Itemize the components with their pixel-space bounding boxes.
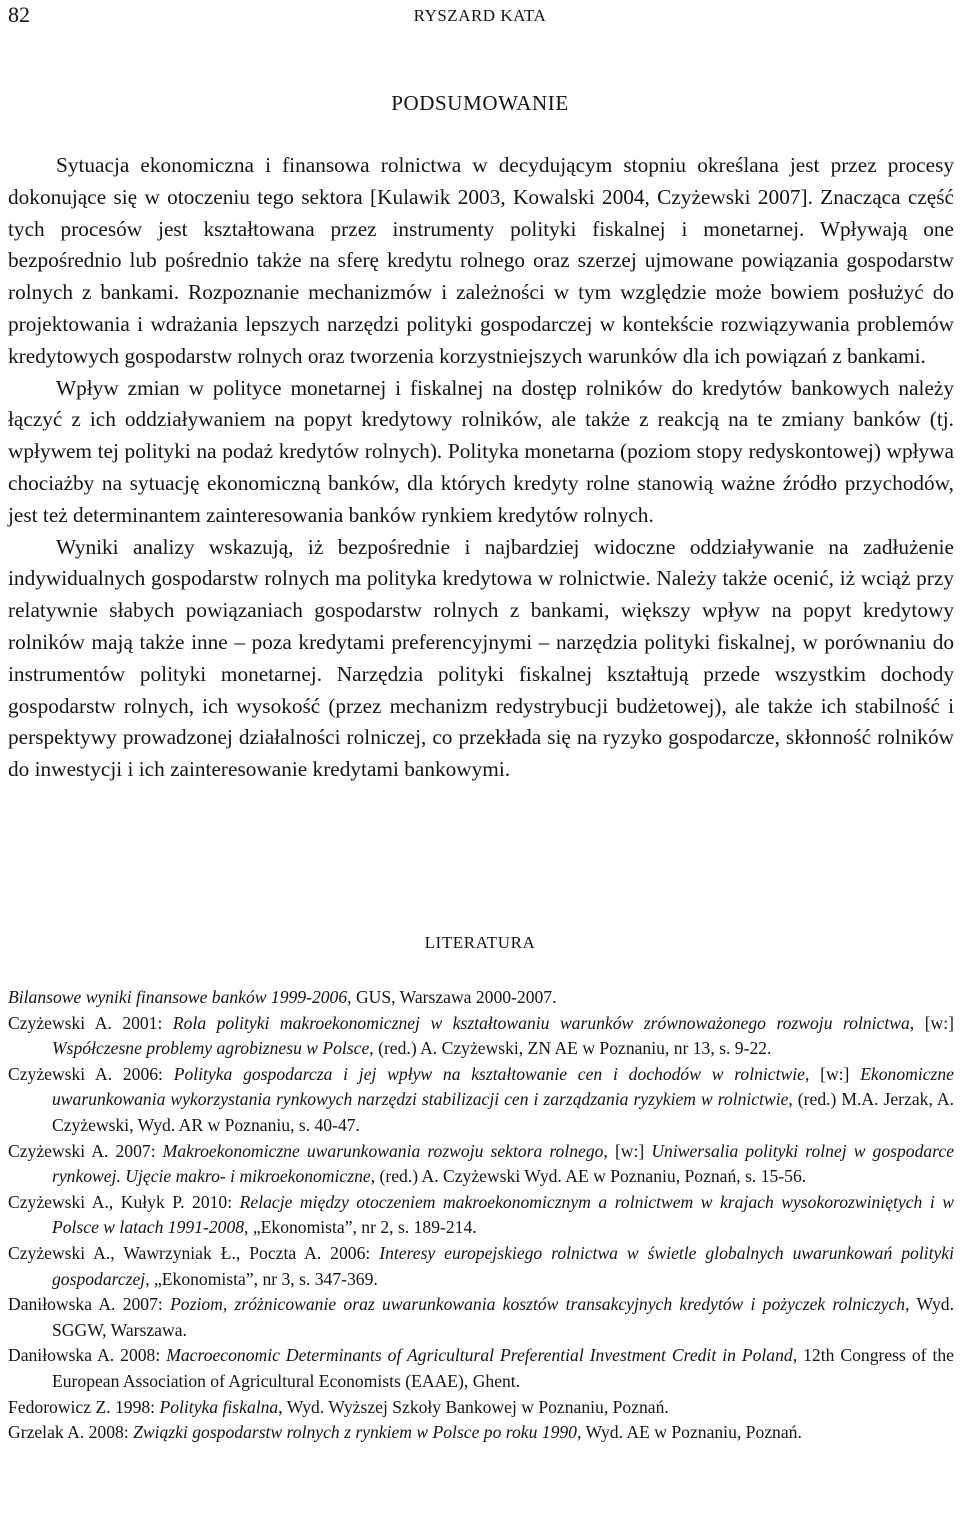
summary-body [8,150,954,786]
reference-details: , „Ekonomista”, nr 2, s. 189-214. [244,1217,477,1238]
reference-source-title: Uniwersalia polityki rolnej w gospodarce rynkowej. Ujęcie makro- i mikroekonomiczne [52,1140,954,1187]
reference-details: , [w:] [603,1140,652,1161]
reference-title: Bilansowe wyniki finansowe banków 1999-2006 [8,987,348,1007]
reference-details: , 12th Congress of the European Association of Agricultural Economists (EAAE), Ghent. [52,1345,954,1391]
summary-heading: PODSUMOWANIE [391,91,569,115]
reference-title: Rola polityki makroekonomicznej w kształtowaniu warunków zrównoważonego rozwoju rolnictwa [172,1012,910,1033]
reference-item [8,1420,954,1446]
reference-details: , (red.) A. Czyżewski, ZN AE w Poznaniu, nr 13, s. 9-22. [369,1038,772,1059]
reference-item [8,1190,954,1241]
reference-item [8,985,954,1011]
reference-item [8,1395,954,1421]
reference-details: , Wyd. AE w Poznaniu, Poznań. [576,1422,802,1443]
reference-item [8,1011,954,1062]
summary-paragraph: Sytuacja ekonomiczna i finansowa rolnictwa w decydującym stopniu określana jest przez procesy dokonujące się w otoczeniu tego sektora [Kulawik 2003, Kowalski 2004, Czyżewski 2007]. Znacząca część tych procesów jest kształtowana przez instrumenty polityki fiskalnej i monetarnej. Wpływają one bezpośrednio lub pośrednio także na sferę kredytu rolnego oraz szerzej ujmowane powiązania gospodarstw rolnych z bankami. Rozpoznanie mechanizmów i zależności w tym względzie może bowiem posłużyć do projektowania i wdrażania lepszych narzędzi polityki gospodarczej w kontekście rozwiązywania problemów kredytowych gospodarstw rolnych oraz tworzenia korzystniejszych warunków dla ich powiązań z bankami. [8,153,954,368]
reference-title: Makroekonomiczne uwarunkowania rozwoju sektora rolnego [162,1140,604,1161]
reference-details: , „Ekonomista”, nr 3, s. 347-369. [145,1268,378,1289]
reference-list [8,985,954,1446]
reference-title: Polityka fiskalna [159,1396,279,1417]
reference-details: , [w:] [804,1063,861,1084]
reference-item [8,1139,954,1190]
page-number: 82 [8,2,30,27]
reference-title: Macroeconomic Determinants of Agricultural Preferential Investment Credit in Poland [166,1345,793,1366]
reference-author: Czyżewski A. 2006: [8,1063,174,1084]
reference-source-title: Ekonomiczne uwarunkowania wykorzystania rynkowych narzędzi stabilizacji cen i zarządzania ryzykiem w rolnictwie [52,1063,954,1110]
reference-author: Grzelak A. 2008: [8,1422,134,1443]
reference-item [8,1062,954,1139]
summary-paragraph: Wpływ zmian w polityce monetarnej i fiskalnej na dostęp rolników do kredytów bankowych należy łączyć z ich oddziaływaniem na popyt kredytowy rolników, ale także z reakcją na te zmiany banków (tj. wpływem tej polityki na podaż kredytów rolnych). Polityka monetarna (poziom stopy redyskontowej) wpływa chociażby na sytuację ekonomiczną banków, dla których kredyty rolne stanowią ważne źródło przychodów, jest też determinantem zainteresowania banków rynkiem kredytów rolnych. [8,375,954,527]
reference-details: , Wyd. Wyższej Szkoły Bankowej w Poznaniu, Poznań. [278,1396,669,1417]
running-head: RYSZARD KATA [413,6,547,25]
reference-title: Interesy europejskiego rolnictwa w świetle globalnych uwarunkowań polityki gospodarczej [52,1242,954,1289]
reference-author: Daniłowska A. 2008: [8,1345,167,1366]
reference-item [8,1292,954,1343]
reference-title: Związki gospodarstw rolnych z rynkiem w Polsce po roku 1990 [133,1422,577,1443]
reference-title: Polityka gospodarcza i jej wpływ na kształtowanie cen i dochodów w rolnictwie [173,1063,805,1084]
reference-item [8,1241,954,1292]
reference-details: , (red.) A. Czyżewski Wyd. AE w Poznaniu, Poznań, s. 15-56. [370,1166,807,1187]
reference-author: Daniłowska A. 2007: [8,1294,171,1315]
reference-details: , GUS, Warszawa 2000-2007. [347,987,557,1007]
reference-author: Czyżewski A., Wawrzyniak Ł., Poczta A. 2006: [8,1242,380,1263]
reference-item [8,1343,954,1394]
reference-author: Fedorowicz Z. 1998: [8,1396,160,1417]
reference-title: Relacje między otoczeniem makroekonomicznym a rolnictwem w krajach wysokorozwiniętych i w Polsce w latach 1991-2008 [52,1191,954,1238]
reference-author: Czyżewski A. 2007: [8,1140,163,1161]
reference-details: , (red.) M.A. Jerzak, A. Czyżewski, Wyd. AR w Poznaniu, s. 40-47. [52,1089,954,1135]
reference-title: Poziom, zróżnicowanie oraz uwarunkowania kosztów transakcyjnych kredytów i pożyczek rolniczych [170,1294,906,1315]
reference-author: Czyżewski A. 2001: [8,1012,173,1033]
literature-heading: LITERATURA [424,933,536,952]
reference-author: Czyżewski A., Kułyk P. 2010: [8,1191,240,1212]
reference-details: , Wyd. SGGW, Warszawa. [52,1294,954,1340]
summary-paragraph: Wyniki analizy wskazują, iż bezpośrednie i najbardziej widoczne oddziaływanie na zadłużenie indywidualnych gospodarstw rolnych ma polityka kredytowa w rolnictwie. Należy także ocenić, iż wciąż przy relatywnie słabych powiązaniach gospodarstw rolnych z bankami, większy wpływ na popyt kredytowy rolników mają także inne – poza kredytami preferencyjnymi – narzędzia polityki fiskalnej, w porównaniu do instrumentów polityki monetarnej. Narzędzia polityki fiskalnej kształtują przede wszystkim dochody gospodarstw rolnych, ich wysokość (przez mechanizm redystrybucji budżetowej), ale także ich stabilność i perspektywy prowadzonej działalności rolniczej, co przekłada się na ryzyko gospodarcze, skłonność rolników do inwestycji i ich zainteresowanie kredytami bankowymi. [8,534,954,782]
reference-details: , [w:] [909,1012,955,1033]
reference-source-title: Współczesne problemy agrobiznesu w Polsce [52,1038,370,1059]
page-header [8,2,952,28]
